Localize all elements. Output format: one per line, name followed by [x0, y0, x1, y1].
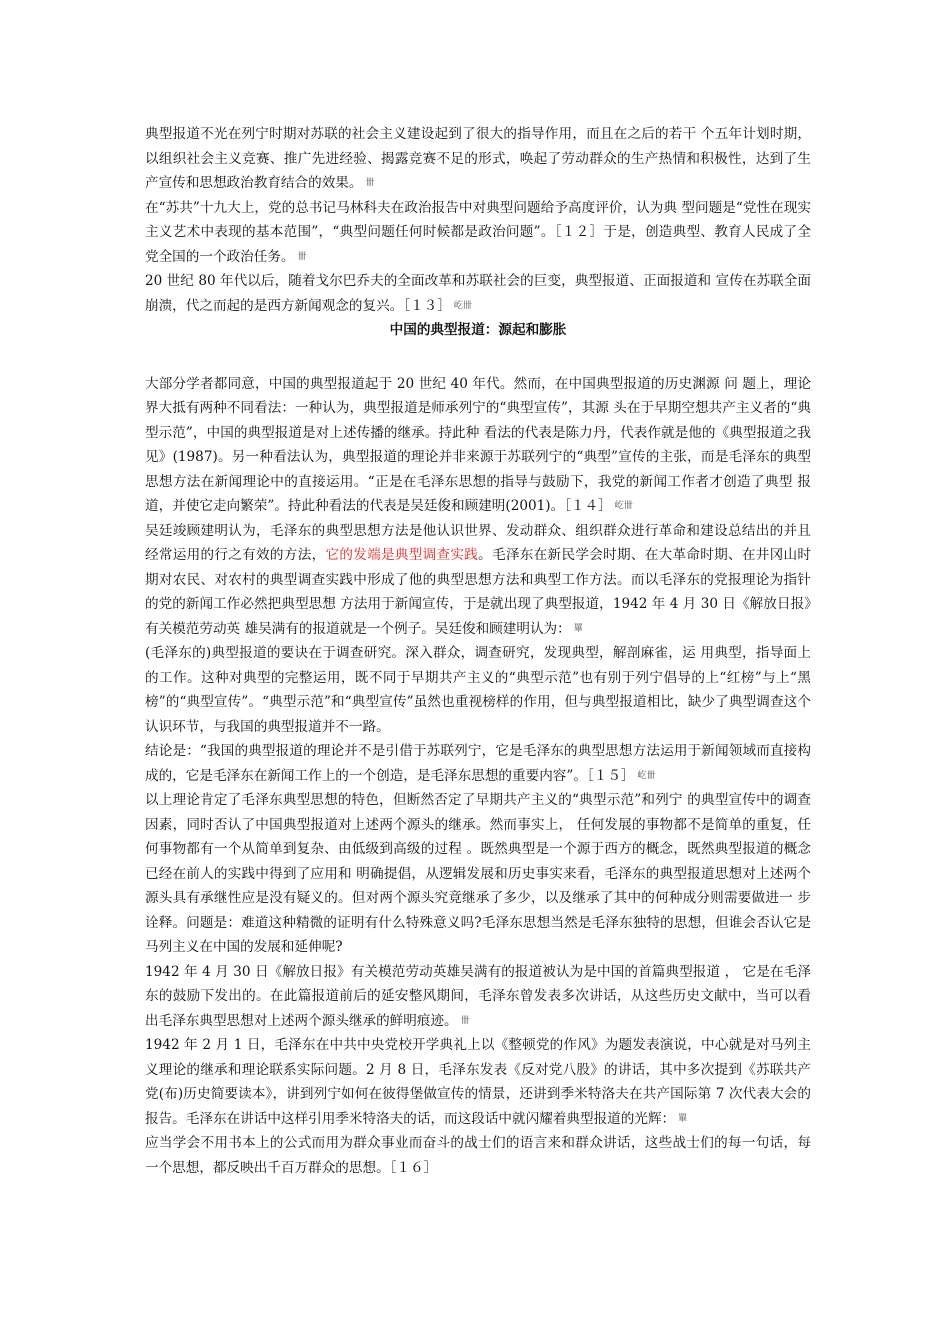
paragraph-malenkov-report [145, 196, 811, 270]
margin-mark: 卌 [460, 1015, 470, 1026]
margin-mark: 罼 [573, 623, 583, 634]
paragraph-critique [145, 788, 811, 960]
paragraph-origin-views [145, 372, 811, 519]
paragraph-soviet-five-year-plans [145, 122, 811, 196]
margin-mark: 屹卌 [453, 300, 472, 311]
paragraph-text: 以上理论肯定了毛泽东典型思想的特色，但断然否定了早期共产主义的“典型示范”和列宁 的典型宣传中的调查因素，同时否认了中国典型报道对上述两个源头的继承。然而事实上， 任何发展的事物都不是简单的重复，任何事物都有一个从简单到复杂、由低级到高级的过程 。既然典型是一个源于西方的概念，既然典型报道的概念已经在前人的实践中得到了应用和 明确提倡，从逻辑发展和历史事实来看，毛泽东的典型报道思想对上述两个源头具有承继性应是没有疑义的。但对两个源头究竟继承了多少，以及继承了其中的何种成分则需要做进一 步诠释。问题是：难道这种精微的证明有什么特殊意义吗?毛泽东思想当然是毛泽东独特的思想，但谁会否认它是马列主义在中国的发展和延伸呢? [145, 792, 811, 955]
paragraph-rectification-speeches [145, 1033, 811, 1131]
paragraph-text: 1942 年 2 月 1 日，毛泽东在中共中央党校开学典礼上以《整顿党的作风》为题发表演说，中心就是对马列主义理论的继承和理论联系实际问题。2 月 8 日，毛泽东发表《反对党八股》的讲话，其中多次提到《苏联共产党(布)历史简要读本》，讲到列宁如何在彼得堡做宣传的情景，还讲到季米特洛夫在共产国际第 7 次代表大会的报告。毛泽东在讲话中这样引用季米特洛夫的话，而这段话中就闪耀着典型报道的光辉： [145, 1037, 811, 1127]
paragraph-investigation-quote [145, 641, 811, 739]
paragraph-text: 典型报道不光在列宁时期对苏联的社会主义建设起到了很大的指导作用，而且在之后的若干 个五年计划时期，以组织社会主义竞赛、推广先进经验、揭露竞赛不足的形式，唤起了劳动群众的生产热情和积极性，达到了生产宣传和思想政治教育结合的效果。 [145, 126, 811, 191]
margin-mark: 罼 [678, 1113, 688, 1124]
margin-mark: 屹卌 [614, 501, 633, 511]
paragraph-conclusion [145, 739, 811, 788]
paragraph-text: 在“苏共”十九大上，党的总书记马林科夫在政治报告中对典型问题给予高度评价，认为典 型问题是“党性在现实主义艺术中表现的基本范围”，“典型问题任何时候都是政治问题”。［１２］于是，创造典型、教育人民成了全党全国的一个政治任务。 [145, 199, 811, 265]
paragraph-text: 1942 年 4 月 30 日《解放日报》有关模范劳动英雄吴满有的报道被认为是中国的首篇典型报道 ， 它是在毛泽东的鼓励下发出的。在此篇报道前后的延安整风期间，毛泽东曾发表多次讲话，从这些历史文献中，当可以看出毛泽东典型思想对上述两个源头继承的鲜明痕迹。 [145, 963, 811, 1029]
margin-mark: 卌 [365, 178, 375, 188]
highlighted-text: 它的发端是典型调查实践 [325, 547, 479, 563]
section-heading: 中国的典型报道：源起和膨胀 [389, 322, 567, 338]
document-page [145, 122, 811, 1180]
paragraph-text: 大部分学者都同意，中国的典型报道起于 20 世纪 40 年代。然而，在中国典型报道的历史渊源 问 题上，理论界大抵有两种不同看法：一种认为，典型报道是师承列宁的“典型宣传”，其源 头在于早期空想共产主义者的“典型示范”，中国的典型报道是对上述传播的继承。持此种 看法的代表是陈力丹，代表作就是他的《典型报道之我见》(1987)。另一种看法认为，典型报道的理论并非来源于苏联列宁的“典型”宣传的主张，而是毛泽东的典型思想方法在新闻理论中的直接运用。“正是在毛泽东思想的指导与鼓励下，我党的新闻工作者才创造了典型 报道，并使它走向繁荣”。持此种看法的代表是吴廷俊和顾建明(2001)。［１４］ [145, 375, 811, 514]
paragraph-text: 吴廷竣顾建明认为，毛泽东的典型思想方法是他认识世界、发动群众、组织群众进行革命和建设总结出的并且经常运用的行之有效的方法， [145, 522, 811, 563]
paragraph-wu-gu-view [145, 519, 811, 642]
paragraph-first-typical-report [145, 960, 811, 1034]
paragraph-soviet-collapse [145, 269, 811, 318]
paragraph-dimitrov-quote [145, 1131, 811, 1180]
paragraph-text: 。毛泽东在新民学会时期、在大革命时期、在井冈山时期对农民、对农村的典型调查实践中形成了他的典型思想方法和典型工作方法。而以毛泽东的党报理论为指针的党的新闻工作必然把典型思想 方法用于新闻宣传，于是就出现了典型报道，1942 年 4 月 30 日《解放日报》有关模范劳动英 雄吴满有的报道就是一个例子。吴廷俊和顾建明认为： [145, 547, 812, 637]
paragraph-text: 20 世纪 80 年代以后，随着戈尔巴乔夫的全面改革和苏联社会的巨变，典型报道、正面报道和 宣传在苏联全面崩溃，代之而起的是西方新闻观念的复兴。［１３］ [145, 273, 811, 314]
paragraph-text: 应当学会不用书本上的公式而用为群众事业而奋斗的战士们的语言来和群众讲话，这些战士们的每一句话，每一个思想，都反映出千百万群众的思想。［１６］ [145, 1135, 811, 1176]
margin-mark: 卌 [297, 251, 307, 262]
paragraph-text: (毛泽东的)典型报道的要诀在于调查研究。深入群众，调查研究，发现典型，解剖麻雀，运 用典型，指导面上的工作。这种对典型的完整运用，既不同于早期共产主义的“典型示范”也有别于列宁倡导的上“红榜”与上“黑榜”的“典型宣传”。“典型示范”和“典型宣传”虽然也重视榜样的作用，但与典型报道相比，缺少了典型调查这个认识环节，与我国的典型报道并不一路。 [145, 645, 811, 735]
paragraph-text: 结论是：“我国的典型报道的理论并不是引借于苏联列宁，它是毛泽东的典型思想方法运用于新闻领域而直接构成的，它是毛泽东在新闻工作上的一个创造，是毛泽东思想的重要内容”。［１５］ [145, 743, 811, 784]
margin-mark: 屹卌 [637, 770, 656, 781]
